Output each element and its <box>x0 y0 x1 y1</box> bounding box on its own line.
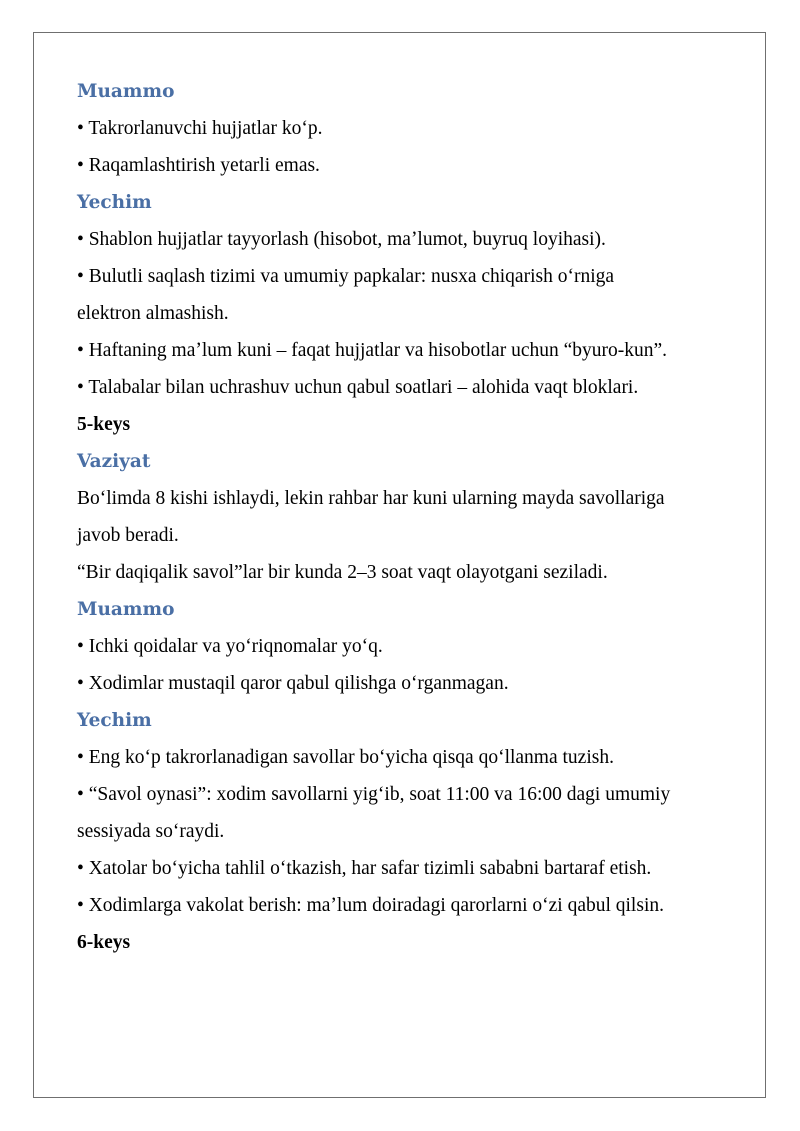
bullet-item: • Raqamlashtirish yetarli emas. <box>77 155 320 176</box>
paragraph-line: Boʻlimda 8 kishi ishlaydi, lekin rahbar har kuni ularning mayda savollariga <box>77 488 665 509</box>
bullet-item: • Bulutli saqlash tizimi va umumiy papkalar: nusxa chiqarish oʻrniga <box>77 266 615 287</box>
case-title-5: 5-keys <box>77 414 131 435</box>
section-heading-yechim: Yechim <box>77 710 152 731</box>
bullet-item: • Takrorlanuvchi hujjatlar koʻp. <box>77 118 323 139</box>
section-heading-yechim: Yechim <box>77 192 152 213</box>
bullet-item: • Eng koʻp takrorlanadigan savollar boʻyicha qisqa qoʻllanma tuzish. <box>77 747 614 768</box>
section-heading-muammo: Muammo <box>77 81 175 102</box>
bullet-item: • Xatolar boʻyicha tahlil oʻtkazish, har safar tizimli sababni bartaraf etish. <box>77 858 652 879</box>
bullet-item-continuation: elektron almashish. <box>77 303 229 324</box>
bullet-item: • Shablon hujjatlar tayyorlash (hisobot, maʼlumot, buyruq loyihasi). <box>77 229 606 250</box>
paragraph-line: javob beradi. <box>77 525 179 546</box>
bullet-item: • Talabalar bilan uchrashuv uchun qabul soatlari – alohida vaqt bloklari. <box>77 377 639 398</box>
bullet-item: • Haftaning maʼlum kuni – faqat hujjatlar va hisobotlar uchun “byuro-kun”. <box>77 340 668 361</box>
bullet-item: • Xodimlarga vakolat berish: maʼlum doiradagi qarorlarni oʻzi qabul qilsin. <box>77 895 664 916</box>
bullet-item-continuation: sessiyada soʻraydi. <box>77 821 225 842</box>
case-title-6: 6-keys <box>77 932 131 953</box>
page-content <box>77 73 747 961</box>
section-heading-vaziyat: Vaziyat <box>77 451 151 472</box>
paragraph-line: “Bir daqiqalik savol”lar bir kunda 2–3 soat vaqt olayotgani seziladi. <box>77 562 608 583</box>
bullet-item: • Ichki qoidalar va yoʻriqnomalar yoʻq. <box>77 636 383 657</box>
bullet-item: • Xodimlar mustaqil qaror qabul qilishga oʻrganmagan. <box>77 673 509 694</box>
bullet-item: • “Savol oynasi”: xodim savollarni yigʻib, soat 11:00 va 16:00 dagi umumiy <box>77 784 671 805</box>
section-heading-muammo: Muammo <box>77 599 175 620</box>
document-page <box>33 32 766 1098</box>
